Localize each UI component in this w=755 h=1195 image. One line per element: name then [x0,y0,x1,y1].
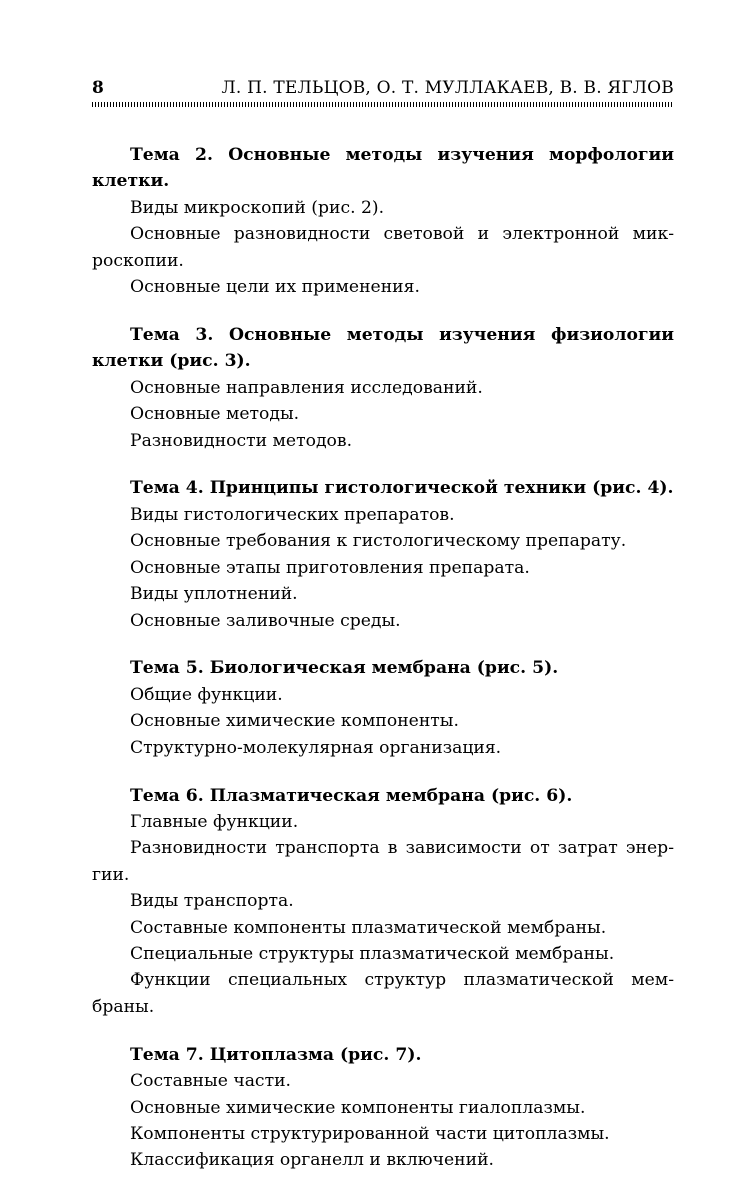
topic-section [92,142,674,300]
topic-title: Тема 2. Основные методы изучения морфологии клетки. [92,145,674,192]
topic-title: Тема 6. Плазматическая мембрана (рис. 6). [130,785,573,806]
topic-item: Структурно-молекулярная организация. [130,737,502,758]
topic-item: Виды микроскопий (рис. 2). [130,197,385,218]
topic-title: Тема 5. Биологическая мембрана (рис. 5). [130,658,559,679]
topic-item: Основные разновидности световой и электронной микроскопии. [92,224,674,271]
topic-title: Тема 4. Принципы гистологической техники (рис. 4). [130,478,674,499]
topic-section [92,655,674,761]
topic-item: Основные направления исследований. [130,377,483,398]
topic-item: Классификация органелл и включений. [130,1150,495,1171]
running-head-authors: Л. П. ТЕЛЬЦОВ, О. Т. МУЛЛАКАЕВ, В. В. ЯГЛОВ [221,78,674,98]
topic-item: Разновидности транспорта в зависимости от затрат энергии. [92,838,674,885]
topic-item: Виды транспорта. [130,891,294,912]
topic-section [92,783,674,1021]
topic-title: Тема 3. Основные методы изучения физиологии клетки (рис. 3). [92,324,674,372]
topic-item: Составные части. [130,1071,291,1092]
page-body [92,142,674,1195]
topic-section [92,475,674,633]
topic-item: Функции специальных структур плазматической мембраны. [92,970,674,1017]
topic-item: Общие функции. [130,684,283,705]
topic-item: Основные цели их применения. [130,277,420,298]
topic-item: Основные химические компоненты. [130,711,459,732]
topic-item: Основные требования к гистологическому препарату. [130,531,627,552]
topic-section [92,322,674,454]
header-rule [92,102,674,107]
topic-item: Основные методы. [130,404,300,425]
topic-item: Основные химические компоненты гиалоплазмы. [130,1097,586,1118]
topic-item: Разновидности методов. [130,430,353,451]
topic-section [92,1042,674,1174]
topic-item: Виды уплотнений. [130,584,298,605]
topic-item: Составные компоненты плазматической мембраны. [130,917,607,938]
topic-item: Виды гистологических препаратов. [130,504,455,525]
topic-item: Основные этапы приготовления препарата. [130,557,530,578]
running-head [92,76,674,100]
page-number: 8 [92,78,104,98]
topic-item: Основные заливочные среды. [130,610,401,631]
topic-item: Специальные структуры плазматической мембраны. [130,943,615,964]
topic-item: Компоненты структурированной части цитоплазмы. [130,1123,610,1144]
topic-title: Тема 7. Цитоплазма (рис. 7). [130,1044,422,1065]
topic-item: Главные функции. [130,811,299,832]
